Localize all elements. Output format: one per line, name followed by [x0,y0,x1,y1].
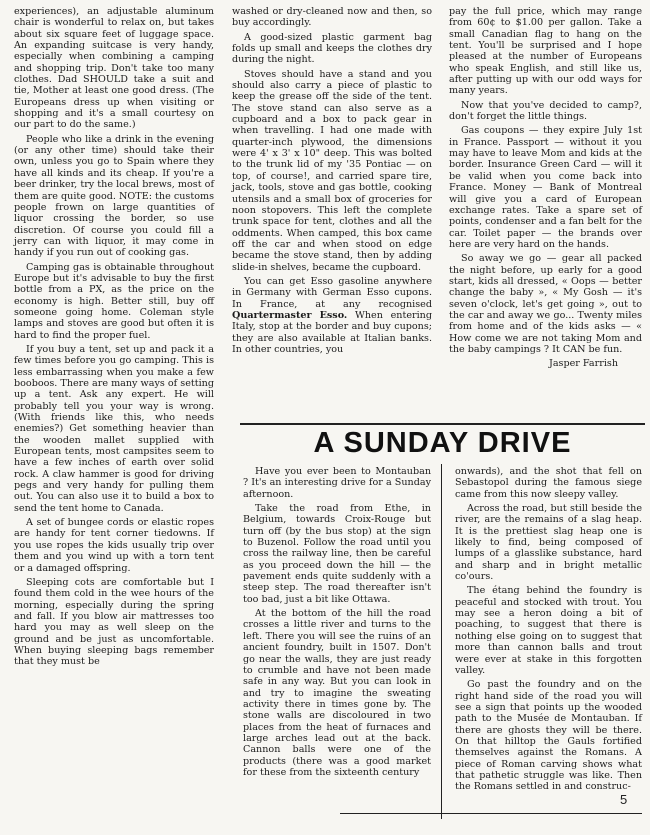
footer-rule [340,813,642,814]
sunday-drive-column-2 [455,466,642,796]
paragraph: If you buy a tent, set up and pack it a few times before you go camping. This is less embarrassing when you make a few booboos. There are many ways of setting up a tent. Ask any expert. He will probably tell you your way is wrong. (With friends like this, who needs enemies?) Get something heavier than the wooden mallet supplied with European tents, most campsites seem to have a few inches of earth over solid rock. A claw hammer is good for driving pegs and very handy for pulling them out. You can also use it to build a box to send the tent home to Canada. [14,343,214,514]
paragraph: experiences), an adjustable aluminum chair is wonderful to relax on, but takes about six square feet of luggage space. An expanding suitcase is very handy, especially when combining a camping and shopping trip. Don't take too many clothes. Dad SHOULD take a suit and tie, Mother at least one good dress. (The Europeans dress up when visiting or shopping and it's a small courtesy on our part to do the same.) [14,6,214,131]
paragraph: Sleeping cots are comfortable but I found them cold in the wee hours of the morning, especially during the spring and fall. If you blow air mattresses too hard you may as well sleep on the ground and be just as uncomfortable. When buying sleeping bags remember that they must be [14,576,214,668]
article-column-1 [14,6,214,671]
paragraph: Have you ever been to Montauban ? It's an interesting drive for a Sunday afternoon. [243,466,431,500]
paragraph: A set of bungee cords or elastic ropes are handy for tent corner tiedowns. If you use ropes the kids usually trip over them and you wind up with a torn tent or a damaged offspring. [14,517,214,574]
paragraph: Across the road, but still beside the river, are the remains of a slag heap. It is the prettiest slag heap one is likely to find, being composed of lumps of a glasslike substance, hard and sharp and in bright metallic co'ours. [455,503,642,583]
paragraph: pay the full price, which may range from 60¢ to $1.00 per gallon. Take a small Canadian flag to hang on the tent. You'll be surprised and I hope pleased at the number of Europeans who speak English, and still like us, after putting up with our odd ways for many years. [449,6,642,97]
paragraph: So away we go — gear all packed the night before, up early for a good start, kids all dressed, « Oops — better change the baby », « My Gosh — it's seven o'clock, let's get going », out to the car and away we go... Twenty miles from home and of the kids asks — « How come we are not taking Mom and the baby campings ? It CAN be fun. [449,253,642,355]
paragraph: Take the road from Ethe, in Belgium, towards Croix-Rouge but turn off (by the bus stop) at the sign to Buzenol. Follow the road until you cross the railway line, then be careful as you proceed down the hill — the pavement ends quite suddenly with a steep step. The road thereafter isn't too bad, just a bit like Ottawa. [243,503,431,605]
paragraph: People who like a drink in the evening (or any other time) should take their own, unless you go to Spain where they have all kinds and its cheap. If you're a beer drinker, try the local brews, most of them are quite good. NOTE: the customs people frown on large quantities of liquor crossing the border, so use discretion. Of course you could fill a jerry can with liquor, it may come in handy if you run out of cooking gas. [14,133,214,259]
page-number: 5 [620,792,628,807]
article-column-3 [449,6,642,373]
author-signature: Jasper Farrish [548,358,618,370]
quartermaster-esso-text: Quartermaster Esso. [232,309,348,321]
paragraph-text: When entering Italy, stop at the border and buy cupons; they are also available at Italian banks. In other countries, you [232,309,432,355]
article-column-2 [232,6,432,358]
sunday-drive-column-1 [243,466,431,781]
paragraph: Gas coupons — they expire July 1st in France. Passport — without it you may have to leave Mom and kids at the border. Insurance Green Card — will it be valid when you come back into France. Money — Bank of Montreal will give you a card of European exchange rates. Take a spare set of points, condenser and a fan belt for the car. Toilet paper — the brands over here are very hard on the hands. [449,125,642,250]
paragraph: Go past the foundry and on the right hand side of the road you will see a sign that points up the wooded path to the Musée de Montauban. If there are ghosts they will be there. On that hilltop the Gauls fortified themselves against the Romans. A piece of Roman carving shows what that pathetic struggle was like. Then the Romans settled in and construc- [455,679,642,793]
paragraph: At the bottom of the hill the road crosses a little river and turns to the left. There you will see the ruins of an ancient foundry, built in 1507. Don't go near the walls, they are just ready to crumble and have not been made safe in any way. But you can look in and try to imagine the sweating activity there in times gone by. The stone walls are discoloured in two places from the heat of furnaces and large arches lead out at the back. Cannon balls were one of the products (there was a good market for these from the sixteenth century [243,608,431,778]
paragraph: washed or dry-cleaned now and then, so buy accordingly. [232,6,432,29]
paragraph: Now that you've decided to camp?, don't forget the little things. [449,99,642,123]
paragraph [232,276,432,355]
paragraph: Stoves should have a stand and you should also carry a piece of plastic to keep the grease off the side of the tent. The stove stand can also serve as a cupboard and a box to pack gear in when travelling. I had one made with quarter-inch plywood, the dimensions were 4' x 3' x 10" deep. This was bolted to the trunk lid of my '35 Pontiac — on top, of course!, and carried spare tire, jack, tools, stove and gas bottle, cooking utensils and a small box of groceries for noon stopovers. This left the complete trunk space for tent, clothes and all the oddments. When camped, this box came off the car and when stood on edge became the stove stand, then by adding slide-in shelves, became the cupboard. [232,68,432,273]
paragraph: A good-sized plastic garment bag folds up small and keeps the clothes dry during the night. [232,31,432,66]
column-divider [441,464,442,819]
headline: A SUNDAY DRIVE [313,427,572,459]
paragraph: The étang behind the foundry is peaceful and stocked with trout. You may see a heron doing a bit of poaching, to suggest that there is nothing else going on to suggest that more than cannon balls and trout were ever at stake in this forgotten valley. [455,585,642,676]
paragraph: Camping gas is obtainable throughout Europe but it's advisable to buy the first bottle from a PX, as the price on the economy is high. Better still, buy off someone going home. Coleman style lamps and stoves are good but often it is hard to find the proper fuel. [14,261,214,341]
paragraph-text: You can get Esso gasoline anywhere in Germany with German Esso cupons. In France, at any recognised [232,275,432,310]
paragraph: onwards), and the shot that fell on Sebastopol during the famous siege came from this now sleepy valley. [455,466,642,500]
